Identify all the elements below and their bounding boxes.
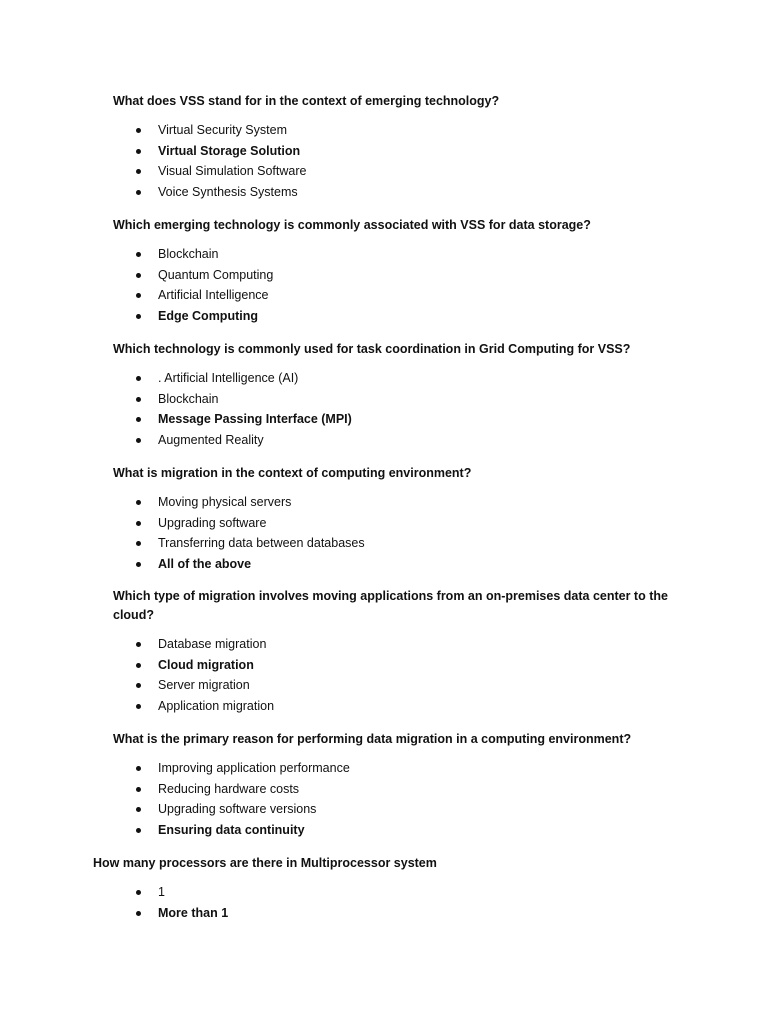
option-text: Virtual Security System	[158, 123, 287, 137]
question-block-6	[113, 730, 673, 841]
option-item	[113, 182, 673, 203]
option-text: Quantum Computing	[158, 267, 274, 282]
option-item	[113, 634, 673, 655]
question-block-5	[113, 587, 673, 717]
option-item	[113, 533, 673, 554]
option-list	[113, 120, 673, 203]
bullet-icon	[136, 397, 141, 402]
question-text: What is the primary reason for performing data migration in a computing environment?	[113, 732, 632, 746]
option-text: Ensuring data continuity	[158, 823, 305, 838]
question-text: What is migration in the context of computing environment?	[113, 466, 472, 480]
option-item	[113, 306, 673, 327]
bullet-icon	[136, 521, 141, 526]
option-item	[113, 655, 673, 676]
option-text: Transferring data between databases	[158, 536, 365, 551]
option-text: Application migration	[158, 699, 275, 714]
option-text: More than 1	[158, 905, 229, 920]
option-text: Database migration	[158, 637, 267, 651]
bullet-icon	[136, 293, 141, 298]
option-item	[113, 120, 673, 141]
option-text: Message Passing Interface (MPI)	[158, 412, 352, 427]
option-item	[113, 799, 673, 820]
bullet-icon	[136, 417, 141, 422]
question-block-2	[113, 216, 673, 327]
option-text: Augmented Reality	[158, 433, 264, 448]
option-item	[113, 141, 673, 162]
option-item	[113, 430, 673, 451]
option-text: Voice Synthesis Systems	[158, 185, 298, 200]
bullet-icon	[136, 500, 141, 505]
option-text: Artificial Intelligence	[158, 288, 269, 303]
option-text: Visual Simulation Software	[158, 164, 307, 179]
option-text: Server migration	[158, 678, 250, 693]
question-text: Which technology is commonly used for task coordination in Grid Computing for VSS?	[113, 342, 631, 356]
option-item	[113, 265, 673, 286]
option-text: Upgrading software	[158, 515, 267, 530]
option-text: Blockchain	[158, 391, 219, 406]
option-item	[113, 285, 673, 306]
bullet-icon	[136, 663, 141, 668]
option-item	[113, 244, 673, 265]
bullet-icon	[136, 828, 141, 833]
option-text: All of the above	[158, 557, 252, 572]
option-text: Virtual Storage Solution	[158, 143, 301, 158]
option-text: Moving physical servers	[158, 495, 292, 509]
bullet-icon	[136, 787, 141, 792]
option-item	[113, 882, 653, 903]
bullet-icon	[136, 766, 141, 771]
option-item	[113, 513, 673, 534]
bullet-icon	[136, 911, 141, 916]
bullet-icon	[136, 541, 141, 546]
question-block-1	[113, 92, 673, 203]
option-item	[113, 492, 673, 513]
option-text: Edge Computing	[158, 309, 258, 324]
option-item	[113, 903, 653, 924]
bullet-icon	[136, 683, 141, 688]
bullet-icon	[136, 252, 141, 257]
question-text: What does VSS stand for in the context of emerging technology?	[113, 94, 500, 108]
option-item	[113, 675, 673, 696]
bullet-icon	[136, 314, 141, 319]
option-list	[113, 368, 673, 451]
bullet-icon	[136, 642, 141, 647]
option-item	[113, 696, 673, 717]
bullet-icon	[136, 438, 141, 443]
option-text: 1	[158, 885, 165, 899]
bullet-icon	[136, 273, 141, 278]
option-list	[113, 758, 673, 841]
option-item	[113, 820, 673, 841]
bullet-icon	[136, 562, 141, 567]
bullet-icon	[136, 190, 141, 195]
question-block-3	[113, 340, 673, 451]
bullet-icon	[136, 704, 141, 709]
bullet-icon	[136, 376, 141, 381]
question-text: How many processors are there in Multiprocessor system	[93, 856, 437, 870]
option-item	[113, 758, 673, 779]
bullet-icon	[136, 169, 141, 174]
option-text: Blockchain	[158, 247, 219, 261]
option-text: Improving application performance	[158, 761, 350, 775]
option-item	[113, 409, 673, 430]
option-text: . Artificial Intelligence (AI)	[158, 371, 299, 385]
bullet-icon	[136, 149, 141, 154]
option-list	[113, 492, 673, 575]
option-item	[113, 389, 673, 410]
bullet-icon	[136, 890, 141, 895]
question-text: Which type of migration involves moving applications from an on-premises data center to the cloud?	[113, 589, 668, 622]
question-block-4	[113, 464, 673, 575]
option-list	[113, 244, 673, 327]
bullet-icon	[136, 128, 141, 133]
bullet-icon	[136, 807, 141, 812]
option-text: Cloud migration	[158, 657, 254, 672]
option-list	[113, 882, 653, 923]
option-item	[113, 368, 673, 389]
option-text: Upgrading software versions	[158, 802, 317, 817]
option-list	[113, 634, 673, 717]
question-text: Which emerging technology is commonly associated with VSS for data storage?	[113, 218, 591, 232]
option-item	[113, 161, 673, 182]
option-text: Reducing hardware costs	[158, 781, 300, 796]
option-item	[113, 779, 673, 800]
question-block-7	[93, 854, 653, 923]
option-item	[113, 554, 673, 575]
